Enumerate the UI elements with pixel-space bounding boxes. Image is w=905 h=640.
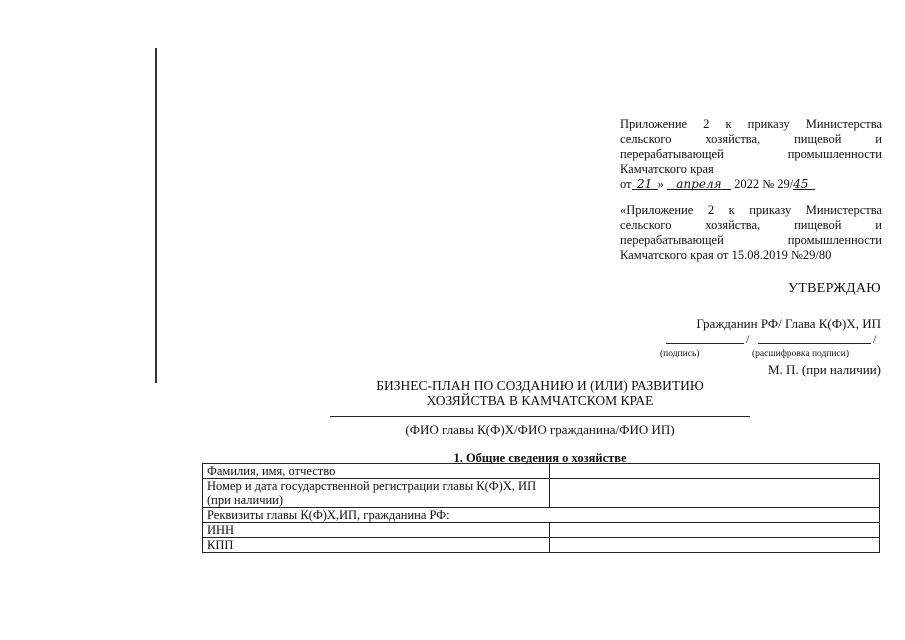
row-label: ИНН [203, 523, 550, 538]
date-day: 21 [636, 177, 653, 191]
signature-separator: / [746, 332, 750, 346]
date-year: 2022 [734, 177, 760, 191]
document-title-line2: ХОЗЯЙСТВА В КАМЧАТСКОМ КРАЕ [426, 393, 654, 408]
section-title: 1. Общие сведения о хозяйстве [453, 451, 627, 465]
row-label: Реквизиты главы К(Ф)Х,ИП, гражданина РФ: [203, 508, 880, 523]
appendix-previous [620, 203, 882, 263]
row-label: КПП [203, 538, 550, 553]
order-number-prefix: № 29/ [762, 177, 794, 191]
order-number-suffix: 45 [793, 177, 809, 191]
date-prefix: от [620, 177, 632, 191]
stamp-label: М. П. (при наличии) [767, 362, 881, 377]
appendix-line: Приложение 2 к приказу Министерства [620, 117, 882, 131]
signature-caption: (подпись) [660, 349, 700, 359]
fio-input-line[interactable] [330, 416, 750, 417]
row-value[interactable] [550, 523, 880, 538]
fio-caption: (ФИО главы К(Ф)Х/ФИО гражданина/ФИО ИП) [405, 422, 675, 437]
row-value[interactable] [550, 464, 880, 479]
appendix-date [620, 177, 882, 192]
appendix-line: «Приложение 2 к приказу Министерства [620, 203, 882, 217]
approve-heading: УТВЕРЖДАЮ [788, 281, 881, 296]
row-label: Фамилия, имя, отчество [203, 464, 550, 479]
table-row [203, 508, 880, 523]
margin-line [155, 48, 157, 383]
signature-line [666, 332, 881, 346]
table-row [203, 523, 880, 538]
appendix-line: сельского хозяйства, пищевой и [620, 132, 882, 146]
row-value[interactable] [550, 479, 880, 508]
appendix-header [620, 117, 882, 192]
general-info-table [202, 463, 880, 553]
signature-field[interactable] [666, 343, 744, 344]
appendix-line: перерабатывающей промышленности [620, 147, 882, 161]
table-row [203, 479, 880, 508]
appendix-line: Камчатского края от 15.08.2019 №29/80 [620, 248, 832, 262]
appendix-line: перерабатывающей промышленности [620, 233, 882, 247]
appendix-line: Камчатского края [620, 162, 714, 176]
row-value[interactable] [550, 538, 880, 553]
appendix-line: сельского хозяйства, пищевой и [620, 218, 882, 232]
signer-label: Гражданин РФ/ Глава К(Ф)Х, ИП [696, 316, 881, 331]
signature-decode-caption: (расшифровка подписи) [752, 349, 849, 359]
signature-decode-field[interactable] [758, 343, 871, 344]
table-row [203, 464, 880, 479]
row-label: Номер и дата государственной регистрации главы К(Ф)Х, ИП (при наличии) [203, 479, 550, 508]
table-row [203, 538, 880, 553]
signature-end: / [873, 332, 877, 346]
document-title: БИЗНЕС-ПЛАН ПО СОЗДАНИЮ И (ИЛИ) РАЗВИТИЮ [376, 378, 704, 393]
date-quote: » [657, 177, 664, 191]
date-month: апреля [676, 177, 722, 191]
